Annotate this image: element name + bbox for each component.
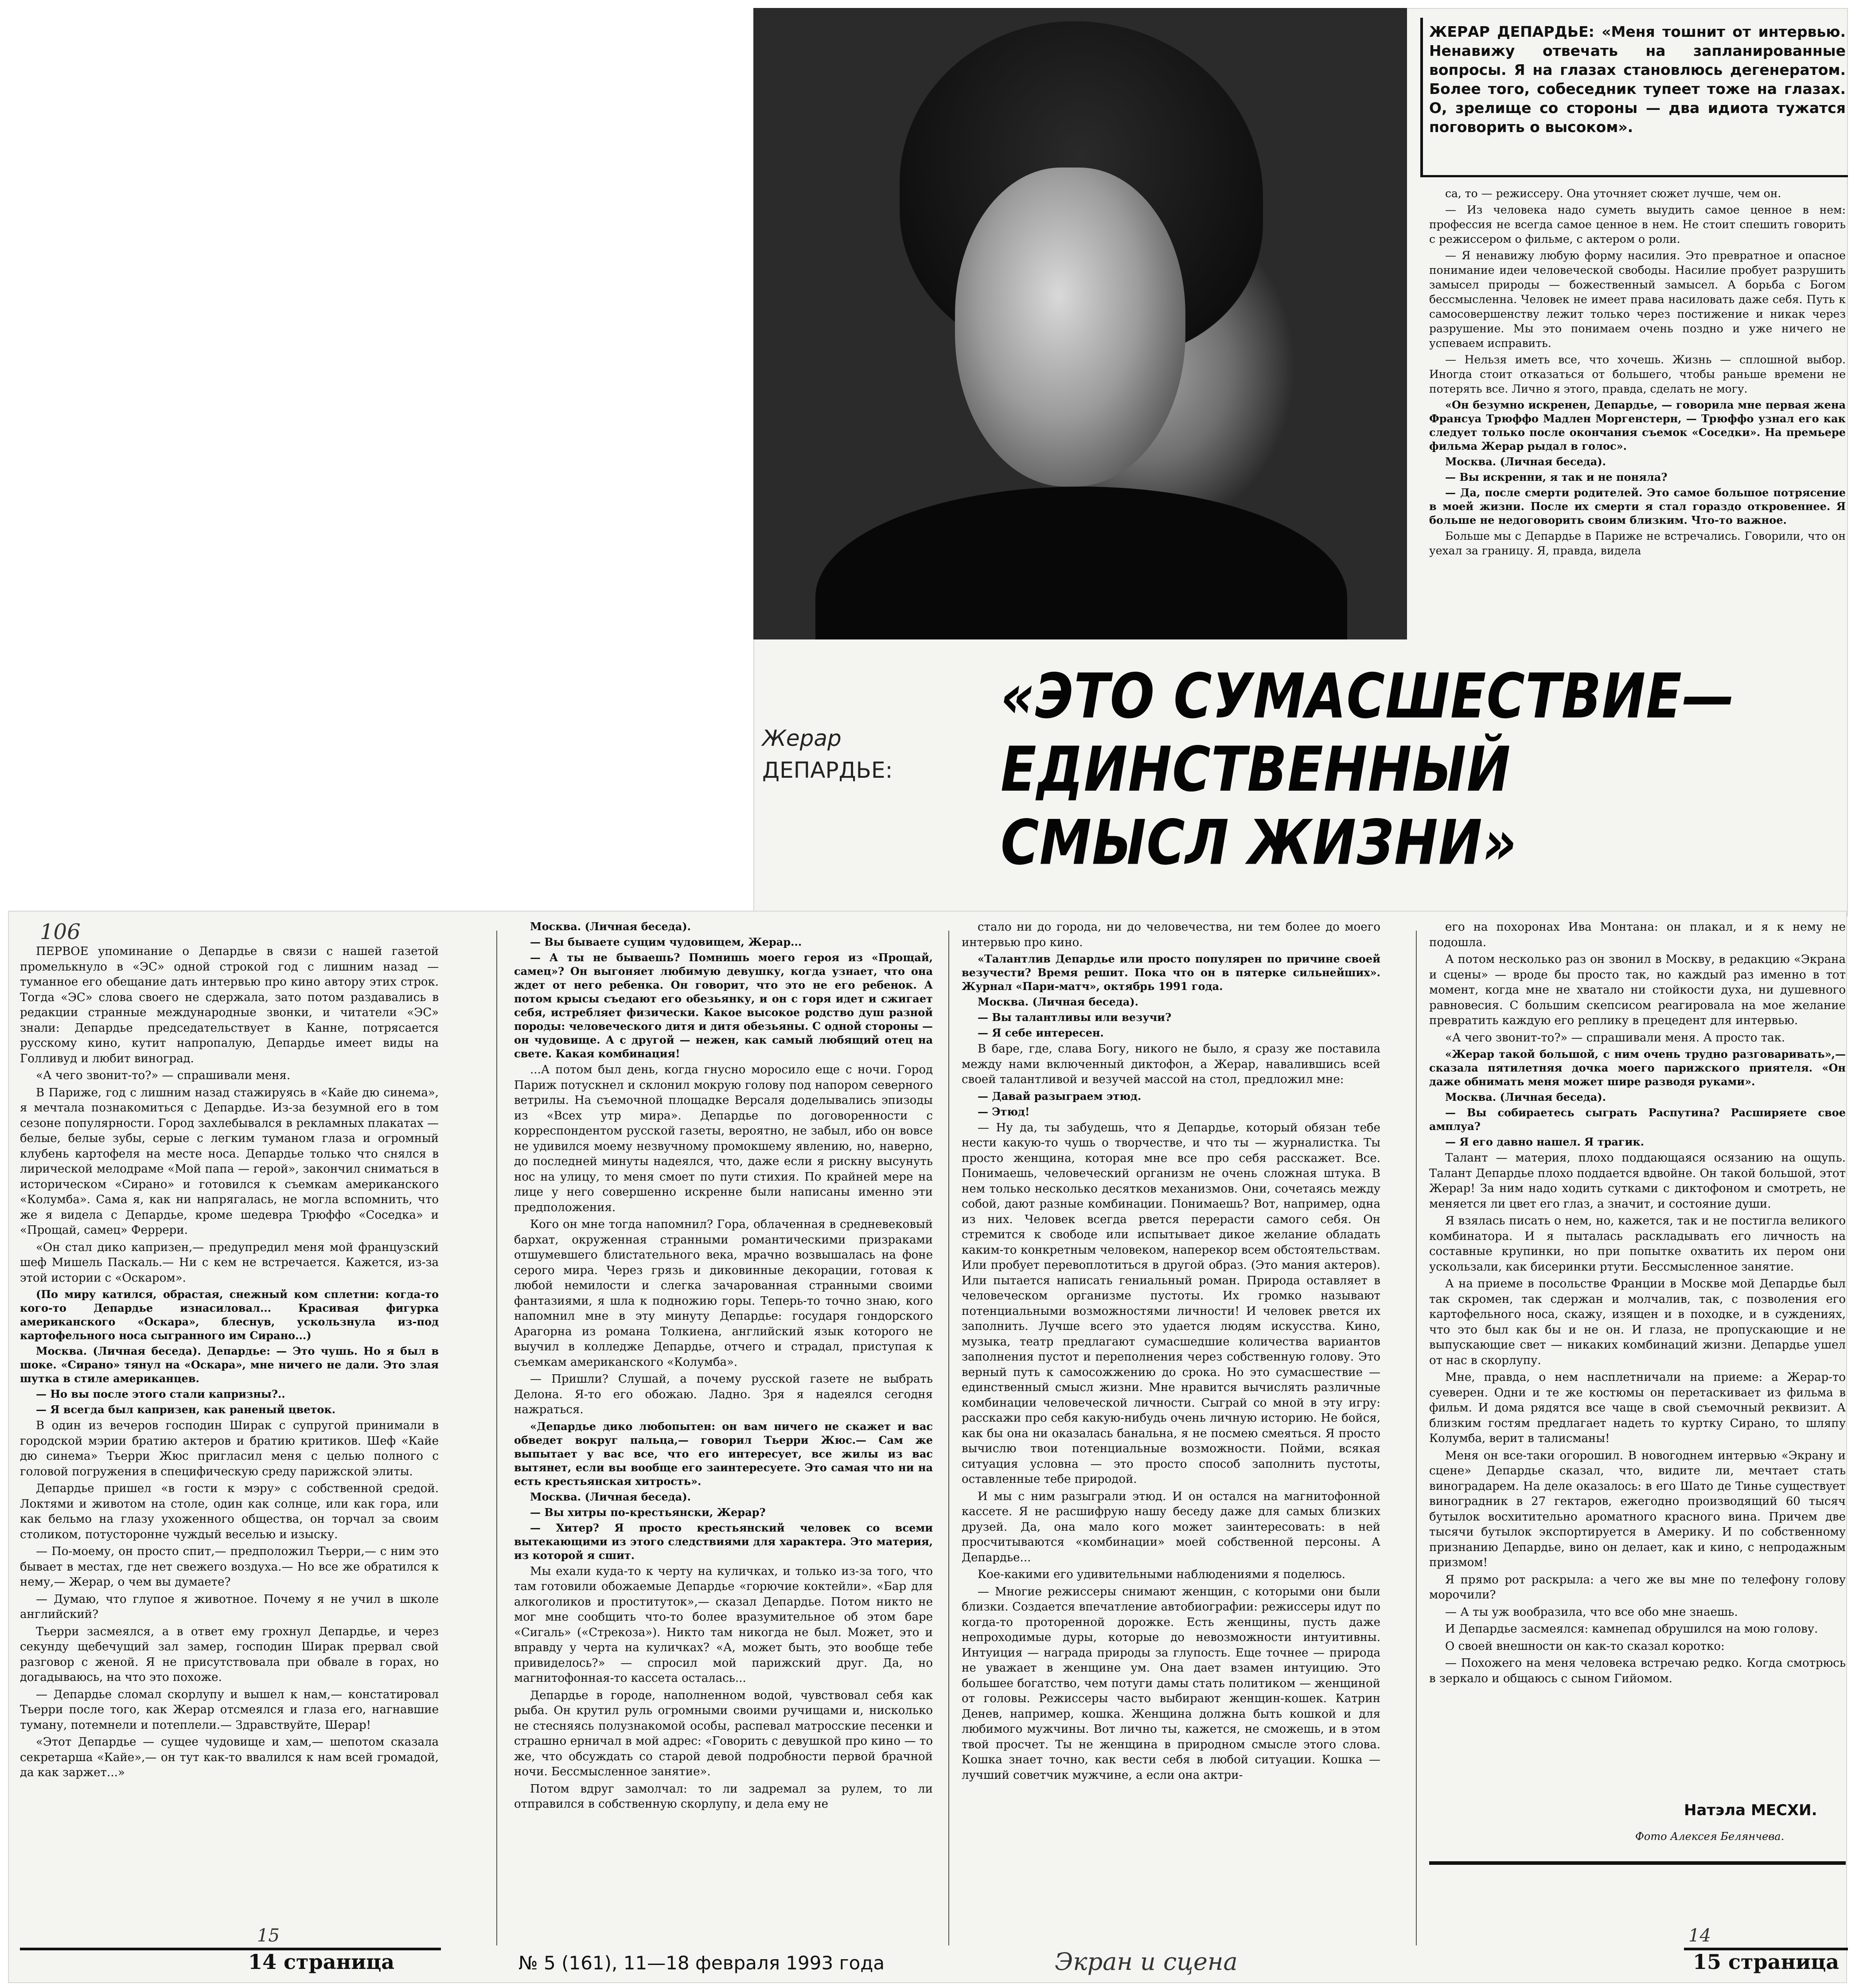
byline-first: Жерар bbox=[762, 725, 842, 751]
headline-line-1: «ЭТО СУМАСШЕСТВИЕ— bbox=[1001, 660, 1735, 733]
col4-paragraph: «А чего звонит-то?» — спрашивали меня. А просто так. bbox=[1445, 1031, 1785, 1045]
col2-paragraph: Москва. (Личная беседа). bbox=[530, 1490, 691, 1503]
col3-paragraph: «Талантлив Депардье или просто популярен по причине своей везучести? Время решит. Пока что он в пятерке сильнейших». Журнал «Пари-матч», октябрь 1991 года. bbox=[962, 952, 1380, 993]
closing-rule bbox=[1429, 1861, 1846, 1865]
photo-credit: Фото Алексея Белянчева. bbox=[1635, 1830, 1785, 1843]
col1-paragraph: «Этот Депардье — сущее чудовище и хам,— шепотом сказала секретарша «Кайе»,— он тут как-то ввалился к нам всей громадой, да как заржет...» bbox=[20, 1735, 439, 1779]
col4-paragraph: Москва. (Личная беседа). bbox=[1445, 1091, 1606, 1103]
col4-paragraph: И Депардье засмеялся: камнепад обрушился на мою голову. bbox=[1445, 1622, 1818, 1636]
col2-paragraph: — Вы бываете сущим чудовищем, Жерар... bbox=[530, 936, 802, 948]
col4-paragraph: Я взялась писать о нем, но, кажется, так и не постигла великого комбинатора. И я пыталась раскладывать его личность на составные крупинки, но при попытке охватить их пером они ускользали, как бисеринки ртути. Бессмысленное занятие. bbox=[1429, 1214, 1846, 1274]
col2-paragraph: Депардье в городе, наполненном водой, чувствовал себя как рыба. Он крутил руль огромными своими ручищами и, нисколько не стесняясь полузнакомой особы, распевал матросские песенки и страшно ерничал в мой адрес: «Говорить с девушкой про кино — то же, что обсуждать со старой девой подробности первой брачной ночи. Бессмысленное занятие». bbox=[514, 1688, 933, 1778]
col2-paragraph: — Вы хитры по-крестьянски, Жерар? bbox=[530, 1505, 766, 1519]
page-15-handwritten: 14 bbox=[1688, 1926, 1711, 1946]
col3-paragraph: — Давай разыграем этюд. bbox=[978, 1089, 1142, 1103]
col3-paragraph: В баре, где, слава Богу, никого не было, я сразу же поставила между нами включенный диктофон, а Жерар, навалившись всей своей талантливой и везучей массой на стол, предложил мне: bbox=[962, 1042, 1380, 1086]
col3-paragraph: Кое-какими его удивительными наблюдениями я поделюсь. bbox=[978, 1568, 1345, 1581]
col3-paragraph: — Я себе интересен. bbox=[978, 1026, 1104, 1039]
col1-paragraph: (По миру катился, обрастая, снежный ком сплетни: когда-то кого-то Депардье изнасиловал... Красивая фигурка американского «Оскара», блеснув, ускользнула из-под картофельного носа сыгранного им Сирано...) bbox=[20, 1288, 439, 1342]
byline bbox=[762, 722, 893, 786]
col1-paragraph: — Но вы после этого стали капризны?.. bbox=[36, 1388, 285, 1400]
divider-2 bbox=[948, 931, 949, 1945]
top_right_column-paragraph: — Нельзя иметь все, что хочешь. Жизнь — сплошной выбор. Иногда стоит отказаться от большего, чтобы раньше времени не потерять все. Лично я этого, правда, сделать не могу. bbox=[1429, 353, 1846, 395]
col3-paragraph: Москва. (Личная беседа). bbox=[978, 995, 1139, 1008]
top_right_column-paragraph: са, то — режиссеру. Она уточняет сюжет лучше, чем он. bbox=[1445, 187, 1781, 200]
page-15-label: 15 страница bbox=[1693, 1950, 1840, 1974]
col2-paragraph: — Пришли? Слушай, а почему русской газете не выбрать Делона. Я-то его обожаю. Ладно. Зря я надеялся сегодня нажраться. bbox=[514, 1372, 933, 1416]
col1-paragraph: «А чего звонит-то?» — спрашивали меня. bbox=[36, 1069, 291, 1082]
photo-face bbox=[955, 168, 1185, 487]
col4-paragraph: А на приеме в посольстве Франции в Москве мой Депардье был так скромен, так сдержан и молчалив, так, с позволения его картофельного носа, скажу, изящен и в походке, и в суждениях, что это был как бы и не он. И глаза, не пропускающие и не выпускающие свет — никаких комбинаций жизни. Депардье ушел от нас в скорлупу. bbox=[1429, 1277, 1846, 1367]
magazine-handwritten: Экран и сцена bbox=[1055, 1948, 1238, 1976]
pull-quote: ЖЕРАР ДЕПАРДЬЕ: «Меня тошнит от интервью. Ненавижу отвечать на запланированные вопросы. Я на глазах становлюсь дегенератом. Более того, собеседник тупеет тоже на глазах. О, зрелище со стороны — два идиота тужатся поговорить о высоком». bbox=[1429, 23, 1846, 136]
col1-paragraph: В один из вечеров господин Ширак с супругой принимали в городской мэрии братию актеров и братию критиков. Шеф «Кайе дю синема» Тьерри Жюс пригласил меня с целью полного с головой погружения в специфическую среду парижской элиты. bbox=[20, 1419, 439, 1478]
col4-paragraph: Меня он все-таки огорошил. В новогоднем интервью «Экрану и сцене» Депардье сказал, что, видите ли, мечтает стать виноградарем. На деле оказалось: в его Шато де Тинье существует виноградник в 27 гектаров, ежегодно производящий 60 тысяч бутылок восхитительно ароматного красного вина. Причем две тысячи бутылок экспортируется в Америку. И по собственному признанию Депардье, вино он делает, как и кино, с непродажным призмом! bbox=[1429, 1449, 1846, 1569]
col1-paragraph: Москва. (Личная беседа). Депардье: — Это чушь. Но я был в шоке. «Сирано» тянул на «Оскара», мне ничего не дали. Это злая шутка в стиле американцев. bbox=[20, 1345, 439, 1385]
col4-paragraph: Мне, правда, о нем насплетничали на приеме: а Жерар-то суеверен. Одни и те же костюмы он перетаскивает из фильма в фильм. И дома рядятся все чаще в свой съемочный реквизит. А близким гостям предлагает надеть то куртку Сирано, то шляпу Колумба, верит в талисманы! bbox=[1429, 1371, 1846, 1445]
corner-number: 106 bbox=[40, 920, 81, 944]
quote-rule bbox=[1420, 18, 1423, 177]
col3-paragraph: — Этюд! bbox=[978, 1105, 1030, 1118]
col2-paragraph: — Хитер? Я просто крестьянский человек со всеми вытекающими из этого следствиями для характера. Это материя, из которой я сшит. bbox=[514, 1521, 933, 1562]
col2-paragraph: — А ты не бываешь? Помнишь моего героя из «Прощай, самец»? Он выгоняет любимую девушку, когда узнает, что она ждет от него ребенка. Он говорит, что это не его ребенок. А потом крысы съедают его обезьянку, и он с горя идет и сжигает себя, истребляет физически. Какое высокое родство душ разной породы: человеческого дитя и дитя обезьяны. С одной стороны — он чудовище. А с другой — нежен, как самый любящий отец на свете. Какая комбинация! bbox=[514, 951, 933, 1060]
top_right_column-paragraph: — Я ненавижу любую форму насилия. Это превратное и опасное понимание идеи человеческой свободы. Насилие пробует разрушить замысел природы — божественный замысел. А борьба с Богом бессмысленна. Человек не имеет права насиловать даже себя. Путь к самосовершенству лежит только через постижение и никак через разрушение. Мы это понимаем очень поздно и уже ничего не успеваем исправить. bbox=[1429, 249, 1846, 350]
col1-paragraph: — По-моему, он просто спит,— предположил Тьерри,— с ним это бывает в местах, где нет свежего воздуха.— Но все же обратился к нему,— Жерар, о чем вы думаете? bbox=[20, 1545, 439, 1589]
issue-line: № 5 (161), 11—18 февраля 1993 года bbox=[518, 1952, 885, 1974]
col2-paragraph: «Депардье дико любопытен: он вам ничего не скажет и вас обведет вокруг пальца,— говорил Тьерри Жюс.— Сам же выпытает у вас все, что его интересует, все жилы из вас вытянет, если вы вообще его заинтересуете. Это самая что ни на есть крестьянская хитрость». bbox=[514, 1419, 933, 1488]
top_right_column-paragraph: — Да, после смерти родителей. Это самое большое потрясение в моей жизни. После их смерти я стал гораздо откровеннее. Я больше не недоговорить своим близким. Что-то важное. bbox=[1429, 486, 1846, 526]
col3-paragraph: И мы с ним разыграли этюд. И он остался на магнитофонной кассете. Я не расшифрую нашу беседу даже для самых близких друзей. Да, она мало кого может заинтересовать: в ней просчитываются «комбинации» моей собственной персоны. А Депардье... bbox=[962, 1489, 1380, 1564]
col2-paragraph: Потом вдруг замолчал: то ли задремал за рулем, то ли отправился в собственную скорлупу, и дела ему не bbox=[514, 1782, 933, 1811]
col4-paragraph: Талант — материя, плохо поддающаяся осязанию на ощупь. Талант Депардье плохо поддается вдвойне. Он такой большой, этот Жерар! За ним надо ходить сутками с диктофоном и смотреть, не меняется ли цвет его глаз, а значит, и состояние души. bbox=[1429, 1151, 1846, 1211]
top_right_column-paragraph: «Он безумно искренен, Депардье, — говорила мне первая жена Франсуа Трюффо Мадлен Моргенстерн, — Трюффо узнал его как следует только после окончания съемок «Соседки». На премьере фильма Жерар рыдал в голос». bbox=[1429, 398, 1846, 452]
top_right_column-paragraph: — Из человека надо суметь выудить самое ценное в нем: профессия не всегда самое ценное в нем. Не стоит спешить говорить с режиссером о фильме, с актером о роли. bbox=[1429, 203, 1846, 246]
author-signature: Натэла МЕСХИ. bbox=[1684, 1801, 1817, 1819]
page-14-handwritten: 15 bbox=[257, 1926, 280, 1946]
col3-paragraph: — Вы талантливы или везучи? bbox=[978, 1011, 1172, 1024]
col4-paragraph: «Жерар такой большой, с ним очень трудно разговаривать»,— сказала пятилетняя дочка моего парижского приятеля. «Он даже обнимать меня может шире разводя руками». bbox=[1429, 1048, 1846, 1088]
quote-underline bbox=[1420, 175, 1848, 177]
headline bbox=[1001, 659, 1843, 879]
col2-paragraph: Москва. (Личная беседа). bbox=[530, 920, 691, 933]
col3-paragraph: — Ну да, ты забудешь, что я Депардье, который обязан тебе нести какую-то чушь о творчестве, и что ты — журналистка. Ты просто женщина, которая мне все про себя расскажет. Все. Понимаешь, человеческий организм не очень сложная штука. В нем только несколько десятков механизмов. Они, сочетаясь между собой, дают разные комбинации. Понимаешь? Вот, например, одна из них. Человек всегда рвется перерасти самого себя. Он стремится к свободе или испытывает дикое желание обладать каким-то конкретным человеком, наперекор всем обстоятельствам. Или пробует перевоплотиться в другой образ. (Это мания актеров). Или пытается написать гениальный роман. Природа оставляет в человеческом организме пустоты. Их громко называют потенциальными возможностями личности! И человек рвется их заполнить. Лучше всего это удается людям искусства. Кино, музыка, театр предлагают сумасшедшие количества вариантов заполнения пустот и переполнения через собственную голову. Это верный путь к самосожжению до срока. Но это сумасшествие — единственный смысл жизни. Мне нравится вычислять различные комбинации человеческой личности. Сыграй со мной в эту игру: расскажи про себя какую-нибудь очень личную историю. Не бойся, как бы она ни оказалась банальна, я не посмею смеяться. Я просто вычислю твои потенциальные возможности. Пойми, всякая ситуация условна — это просто способ заполнить пустоты, оставленные тебе природой. bbox=[962, 1121, 1380, 1486]
col1-paragraph: Тьерри засмеялся, а в ответ ему грохнул Депардье, и через секунду щебечущий зал замер, господин Ширак прервал свой разговор с женой. Я не присутствовала при обвале в горах, но догадываюсь, на что это похоже. bbox=[20, 1625, 439, 1684]
col4-paragraph: О своей внешности он как-то сказал коротко: bbox=[1445, 1639, 1725, 1653]
depardieu-photo bbox=[753, 8, 1407, 639]
col1-paragraph: — Думаю, что глупое я животное. Почему я не учил в школе английский? bbox=[20, 1592, 439, 1621]
divider-3 bbox=[1416, 931, 1417, 1945]
col2-paragraph: Кого он мне тогда напомнил? Гора, облаченная в средневековый бархат, окруженная странными романтическими призраками отшумевшего блистательного века, мрачно возвышалась на фоне серого мира. Через грязь и диковинные декорации, готовая к любой немилости и слегка зачарованная странными своими фантазиями, я шла к подножию горы. Теперь-то точно знаю, кого напомнил мне в эту минуту Депардье: государя гондорского Арагорна из романа Толкиена, английский язык которого не выучил в колледже Депардье, отчего и страдал, приступая к съемкам американского «Колумба». bbox=[514, 1218, 933, 1369]
column-3 bbox=[962, 920, 1380, 1934]
col4-paragraph: А потом несколько раз он звонил в Москву, в редакцию «Экрана и сцены» — вроде бы просто так, но каждый раз именно в тот момент, когда мне не хватало ни стойкости духа, ни душевного равновесия. С большим скепсисом реагировала на мое желание превратить каждую его реплику в прецедент для интервью. bbox=[1429, 953, 1846, 1027]
col3-paragraph: — Многие режиссеры снимают женщин, с которыми они были близки. Создается впечатление автобиографии: режиссеры идут по когда-то проторенной дорожке. Есть женщины, пусть даже непроходимые дуры, которые до невозможности интуитивны. Интуиция — награда природы за глупость. Еще точнее — природа не уважает в женщине ум. Она дает взамен интуицию. Это большее богатство, чем потуги дамы стать политиком — женщиной от головы. Режиссеры часто выбирают женщин-кошек. Катрин Денев, например, кошка. Женщина должна быть кошкой и для любимого мужчины. Вот лично ты, кажется, не сможешь, и в этом твой просчет. Ты не женщина в природном смысле этого слова. Кошка знает точно, как вести себя в любой ситуации. Кошка — лучший советчик мужчине, а если она актри- bbox=[962, 1585, 1380, 1782]
top_right_column-paragraph: Больше мы с Депардье в Париже не встречались. Говорили, что он уехал за границу. Я, правда, видела bbox=[1429, 530, 1846, 557]
column-4 bbox=[1429, 920, 1846, 1801]
col1-paragraph: «Он стал дико капризен,— предупредил меня мой французский шеф Мишель Паскаль.— Ни с кем не встречается. Кажется, из-за этой истории с «Оскаром». bbox=[20, 1240, 439, 1285]
byline-last: ДЕПАРДЬЕ: bbox=[762, 757, 893, 783]
col1-paragraph: — Депардье сломал скорлупу и вышел к нам,— констатировал Тьерри после того, как Жерар отсмеялся и глаза его, нагнавшие туману, потемнели и потеплели.— Здравствуйте, Шерар! bbox=[20, 1688, 439, 1732]
col1-paragraph: ПЕРВОЕ упоминание о Депардье в связи с нашей газетой промелькнуло в «ЭС» одной строкой год с лишним назад — туманное его обещание дать интервью про кино автору этих строк. Тогда «ЭС» слова своего не сдержала, зато потом раздавались в редакции странные международные звонки, и читатели «ЭС» знали: Депардье председательствует в Канне, потрясается русскому кино, кутит напропалую, Депардье имеет виды на Голливуд и любит виноград. bbox=[20, 945, 439, 1065]
headline-line-2: ЕДИНСТВЕННЫЙ bbox=[1001, 733, 1511, 806]
column-2 bbox=[514, 920, 933, 1894]
divider-1 bbox=[496, 931, 497, 1945]
col3-paragraph: стало ни до города, ни до человечества, ни тем более до моего интервью про кино. bbox=[962, 920, 1380, 949]
col1-paragraph: В Париже, год с лишним назад стажируясь в «Кайе дю синема», я мечтала познакомиться с Депардье. Из-за безумной его в том сезоне популярности. Город захлебывался в рекламных плакатах — белые, белые зубы, серые с легким туманом глаза и огромный клубень картофеля на месте носа. Депардье только что снялся в лирической мелодраме «Мой папа — герой», закончил сниматься в историческом «Сирано» и готовился к съемкам американского «Колумба». Сама я, как ни напрягалась, не могла вспомнить, что же я видела с Депардье, кроме шедевра Трюффо «Соседка» и «Прощай, самец» Феррери. bbox=[20, 1086, 439, 1237]
col4-paragraph: — Вы собираетесь сыграть Распутина? Расширяете свое амплуа? bbox=[1429, 1106, 1846, 1133]
headline-line-3: СМЫСЛ ЖИЗНИ» bbox=[1001, 806, 1517, 879]
col1-paragraph: Депардье пришел «в гости к мэру» с собственной средой. Локтями и животом на столе, один как солнце, или как гора, или как бельмо на глазу ухоженного общества, он торчал за своим столиком, потусторонне чуждый веселью и изыску. bbox=[20, 1482, 439, 1541]
photo-shoulders bbox=[815, 487, 1347, 639]
col2-paragraph: ...А потом был день, когда гнусно моросило еще с ночи. Город Париж потускнел и склонил мокрую голову под напором северного ветрилы. На съемочной площадке Версаля доделывались эпизоды из «Всех утр мира». Депардье по договоренности с корреспондентом русской газеты, вероятно, не забыл, ибо он вовсе не удивился моему незвучному промокшему явлению, но, наверно, до последней минуты надеялся, что, даже если я рискну высунуть нос на улицу, то меня смоет по пути стихия. По крайней мере на лице у него совершенно искренне были написаны именно эти предположения. bbox=[514, 1063, 933, 1214]
top-right-column bbox=[1429, 186, 1846, 629]
col2-paragraph: Мы ехали куда-то к черту на куличках, и только из-за того, что там готовили обожаемые Депардье «горючие коктейли». «Бар для алкоголиков и проституток»,— сказал Депардье. Потом никто не мог мне сообщить что-то более вразумительное об этом баре «Сигаль» («Стрекоза»). Никто там никогда не был. Может, это и вправду у черта на куличках? «А, может быть, это вообще тебе привиделось?» — спросил мой парижский друг. Да, но магнитофонная-то кассета осталась... bbox=[514, 1564, 933, 1685]
col1-paragraph: — Я всегда был капризен, как раненый цветок. bbox=[36, 1403, 336, 1416]
col4-paragraph: его на похоронах Ива Монтана: он плакал, и я к нему не подошла. bbox=[1429, 920, 1846, 949]
top_right_column-paragraph: — Вы искренни, я так и не поняла? bbox=[1445, 471, 1668, 483]
top_right_column-paragraph: Москва. (Личная беседа). bbox=[1445, 455, 1606, 468]
col4-paragraph: — Похожего на меня человека встречаю редко. Когда смотрюсь в зеркало и общаюсь с сыном Гийомом. bbox=[1429, 1657, 1846, 1685]
column-1 bbox=[20, 944, 439, 1892]
col4-paragraph: — А ты уж вообразила, что все обо мне знаешь. bbox=[1445, 1605, 1738, 1619]
col4-paragraph: — Я его давно нашел. Я трагик. bbox=[1445, 1135, 1645, 1148]
col4-paragraph: Я прямо рот раскрыла: а чего же вы мне по телефону голову морочили? bbox=[1429, 1573, 1846, 1602]
page-14-label: 14 страница bbox=[248, 1950, 395, 1974]
